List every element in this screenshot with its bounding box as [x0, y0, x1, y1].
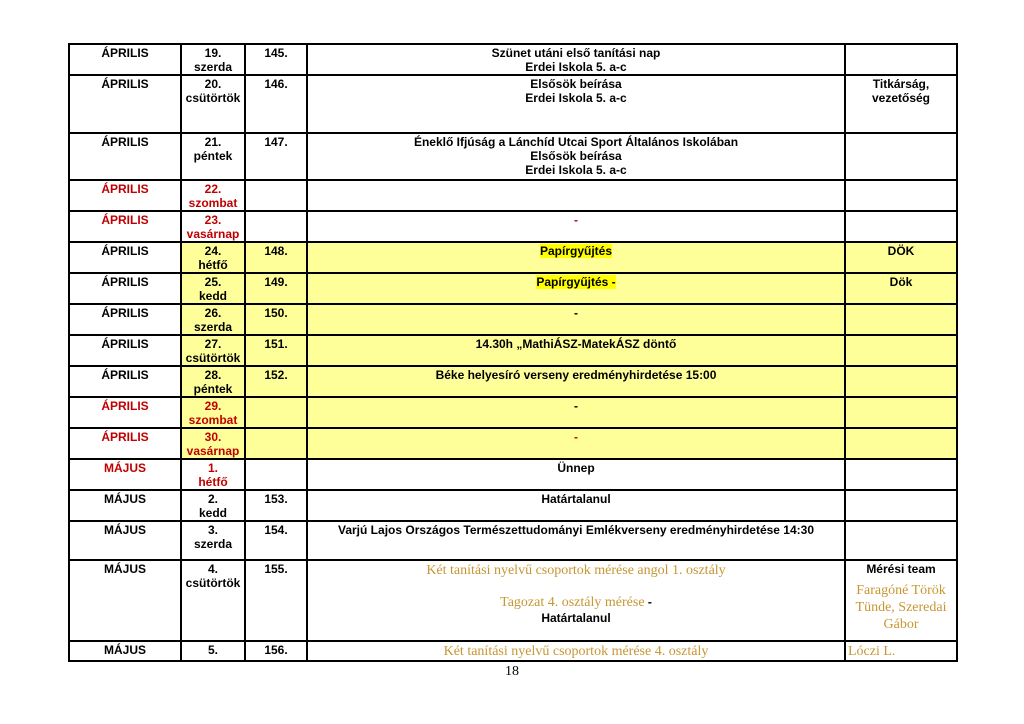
lesson-number: 147.: [245, 133, 307, 180]
month-cell: MÁJUS: [69, 521, 181, 560]
month-cell: MÁJUS: [69, 641, 181, 661]
day-cell: [181, 44, 245, 75]
weekday: szerda: [193, 537, 233, 551]
responsible-cell: [845, 180, 957, 211]
responsible-cell: [845, 44, 957, 75]
responsible-cell: [845, 397, 957, 428]
month-cell: ÁPRILIS: [69, 211, 181, 242]
day-cell: [181, 366, 245, 397]
table-row: [69, 641, 957, 661]
month-cell: MÁJUS: [69, 490, 181, 521]
day-cell: [181, 641, 245, 661]
month-cell: ÁPRILIS: [69, 75, 181, 133]
lesson-number: 146.: [245, 75, 307, 133]
event-cell: Határtalanul: [307, 490, 845, 521]
event-line: Erdei Iskola 5. a-c: [525, 163, 627, 177]
responsible-cell: [845, 641, 957, 661]
event-cell: Béke helyesíró verseny eredményhirdetése 15:00: [307, 366, 845, 397]
weekday: csütörtök: [185, 351, 241, 365]
weekday: csütörtök: [185, 576, 241, 590]
event-line-ochre: Két tanítási nyelvű csoportok mérése 4. osztály: [443, 644, 709, 659]
event-line-ochre: Tagozat 4. osztály mérése: [500, 595, 645, 610]
day-number: 26.: [204, 306, 222, 320]
lesson-number: [245, 180, 307, 211]
lesson-number: 153.: [245, 490, 307, 521]
day-number: 23.: [204, 213, 222, 227]
weekday: vasárnap: [186, 227, 240, 241]
event-line: Elsősök beírása: [530, 77, 622, 91]
responsible-cell: Titkárság, vezetőség: [845, 75, 957, 133]
responsible-cell: [845, 211, 957, 242]
day-cell: [181, 335, 245, 366]
day-cell: [181, 180, 245, 211]
responsible-cell: [845, 304, 957, 335]
page-number: 18: [505, 664, 519, 679]
weekday: hétfő: [198, 475, 228, 489]
lesson-number: [245, 459, 307, 490]
day-number: 22.: [204, 182, 222, 196]
event-cell: [307, 560, 845, 641]
event-cell: Ünnep: [307, 459, 845, 490]
responsible-cell: [845, 335, 957, 366]
day-cell: [181, 560, 245, 641]
day-number: 27.: [204, 337, 222, 351]
lesson-number: 150.: [245, 304, 307, 335]
lesson-number: 155.: [245, 560, 307, 641]
responsible-cell: [845, 490, 957, 521]
lesson-number: 156.: [245, 641, 307, 661]
table-row: [69, 75, 957, 133]
event-line: Erdei Iskola 5. a-c: [525, 60, 627, 74]
lesson-number: 151.: [245, 335, 307, 366]
month-cell: ÁPRILIS: [69, 304, 181, 335]
lesson-number: 152.: [245, 366, 307, 397]
day-cell: [181, 428, 245, 459]
event-dash: -: [644, 595, 652, 609]
schedule-table: [68, 43, 958, 662]
table-row: [69, 366, 957, 397]
lesson-number: 154.: [245, 521, 307, 560]
event-line: Erdei Iskola 5. a-c: [525, 91, 627, 105]
event-cell: Varjú Lajos Országos Természettudományi Emlékverseny eredményhirdetése 14:30: [307, 521, 845, 560]
event-cell: 14.30h „MathiÁSZ-MatekÁSZ döntő: [307, 335, 845, 366]
day-number: 19.: [204, 46, 222, 60]
table-row: [69, 397, 957, 428]
day-cell: [181, 211, 245, 242]
event-cell: [307, 242, 845, 273]
day-number: 25.: [204, 275, 222, 289]
day-number: 29.: [204, 399, 222, 413]
month-cell: MÁJUS: [69, 459, 181, 490]
event-cell: -: [307, 304, 845, 335]
weekday: péntek: [193, 149, 233, 163]
weekday: kedd: [198, 506, 227, 520]
event-highlight: Papírgyűjtés: [539, 244, 613, 258]
event-line: Határtalanul: [541, 611, 611, 625]
month-cell: ÁPRILIS: [69, 397, 181, 428]
responsible-cell: Dök: [845, 273, 957, 304]
month-cell: ÁPRILIS: [69, 366, 181, 397]
event-highlight: Papírgyűjtés -: [536, 275, 616, 289]
event-cell: -: [307, 211, 845, 242]
table-row: [69, 560, 957, 641]
day-number: 30.: [204, 430, 222, 444]
table-row: [69, 180, 957, 211]
lesson-number: 148.: [245, 242, 307, 273]
responsible-cell: DÖK: [845, 242, 957, 273]
responsible-line-ochre: Faragóné Török Tünde, Szeredai Gábor: [855, 583, 947, 632]
table-row: [69, 133, 957, 180]
day-cell: [181, 304, 245, 335]
month-cell: ÁPRILIS: [69, 428, 181, 459]
table-row: [69, 428, 957, 459]
day-cell: [181, 459, 245, 490]
table-row: [69, 304, 957, 335]
table-row: [69, 211, 957, 242]
weekday: kedd: [198, 289, 227, 303]
event-line: Szünet utáni első tanítási nap: [491, 46, 661, 60]
event-cell: [307, 44, 845, 75]
table-row: [69, 490, 957, 521]
day-number: 1.: [207, 461, 218, 475]
month-cell: ÁPRILIS: [69, 44, 181, 75]
month-cell: ÁPRILIS: [69, 273, 181, 304]
event-cell: [307, 641, 845, 661]
day-cell: [181, 242, 245, 273]
month-cell: ÁPRILIS: [69, 133, 181, 180]
responsible-cell: [845, 133, 957, 180]
weekday: vasárnap: [186, 444, 240, 458]
day-cell: [181, 75, 245, 133]
weekday: szerda: [193, 320, 233, 334]
day-cell: [181, 273, 245, 304]
table-row: [69, 521, 957, 560]
lesson-number: [245, 211, 307, 242]
month-cell: ÁPRILIS: [69, 242, 181, 273]
day-number: 21.: [204, 135, 222, 149]
responsible-cell: [845, 521, 957, 560]
lesson-number: [245, 428, 307, 459]
day-number: 24.: [204, 244, 222, 258]
table-row: [69, 242, 957, 273]
day-cell: [181, 133, 245, 180]
table-row: [69, 459, 957, 490]
event-line: Éneklő Ifjúság a Lánchíd Utcai Sport Általános Iskolában: [413, 135, 739, 149]
event-cell: -: [307, 397, 845, 428]
day-number: 28.: [204, 368, 222, 382]
weekday: szerda: [193, 60, 233, 74]
day-number: 2.: [207, 492, 218, 506]
weekday: szombat: [188, 413, 238, 427]
weekday: péntek: [193, 382, 233, 396]
day-number: 4.: [207, 562, 218, 576]
event-line: Elsősök beírása: [530, 149, 622, 163]
event-cell: [307, 273, 845, 304]
responsible-line-ochre: Lóczi L.: [848, 644, 896, 659]
month-cell: ÁPRILIS: [69, 335, 181, 366]
event-cell: [307, 75, 845, 133]
responsible-cell: [845, 428, 957, 459]
weekday: csütörtök: [185, 91, 241, 105]
day-number: 5.: [207, 643, 218, 657]
day-cell: [181, 490, 245, 521]
lesson-number: 145.: [245, 44, 307, 75]
lesson-number: [245, 397, 307, 428]
responsible-cell: [845, 459, 957, 490]
table-row: [69, 335, 957, 366]
day-cell: [181, 521, 245, 560]
responsible-line: Mérési team: [866, 562, 936, 576]
responsible-cell: [845, 560, 957, 641]
event-line-ochre: Két tanítási nyelvű csoportok mérése angol 1. osztály: [426, 563, 726, 578]
event-cell: -: [307, 428, 845, 459]
event-cell: [307, 133, 845, 180]
weekday: szombat: [188, 196, 238, 210]
month-cell: MÁJUS: [69, 560, 181, 641]
day-number: 3.: [207, 523, 218, 537]
table-row: [69, 273, 957, 304]
event-cell: [307, 180, 845, 211]
day-cell: [181, 397, 245, 428]
day-number: 20.: [204, 77, 222, 91]
month-cell: ÁPRILIS: [69, 180, 181, 211]
table-row: [69, 44, 957, 75]
responsible-cell: [845, 366, 957, 397]
weekday: hétfő: [198, 258, 228, 272]
lesson-number: 149.: [245, 273, 307, 304]
